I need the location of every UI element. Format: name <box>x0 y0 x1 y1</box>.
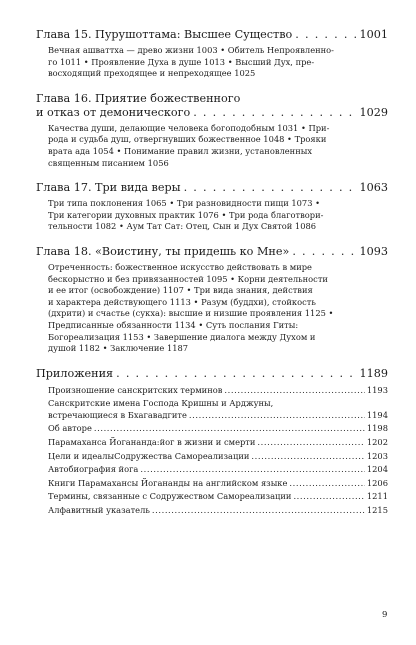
summary-line: и ее итог (освобождение) 1107 • Три вида знания, действия <box>48 285 313 296</box>
summary-line: бескорыстно и без привязанностей 1095 • Корни деятельности <box>48 273 328 284</box>
chapter-18-entry <box>36 245 388 355</box>
summary-line: тельности 1082 • Аум Тат Сат: Отец, Сын и Дух Святой 1086 <box>48 221 317 232</box>
list-item <box>48 464 388 476</box>
summary-line: Три типа поклонения 1065 • Три разновидности пищи 1073 • <box>48 198 321 209</box>
leader-dots <box>140 464 364 476</box>
chapter-17-entry <box>36 181 388 233</box>
summary-line: Отреченность: божественное искусство действовать в мире <box>48 261 312 272</box>
summary-line: Три категории духовных практик 1076 • Три рода благотвори- <box>48 209 324 220</box>
item-page: 1203 <box>366 450 388 461</box>
summary-line: Вечная ашваттха — древо жизни 1003 • Обитель Непроявленно- <box>48 45 334 55</box>
chapter-page: 1001 <box>359 28 388 41</box>
leader-dots <box>193 106 356 120</box>
chapter-title: Глава 17. Три вида веры <box>36 181 181 195</box>
item-page: 1202 <box>366 437 388 448</box>
chapter-title: Глава 15. Пурушоттама: Высшее Существо <box>36 28 293 41</box>
item-label: Произношение санскритских терминов <box>48 384 223 395</box>
item-label: Книги Парамахансы Йогананды на английском языке <box>48 477 288 488</box>
item-label-continued: встречающиеся в Бхагавадгите <box>48 409 187 420</box>
leader-dots <box>184 181 357 195</box>
table-of-contents <box>36 28 388 529</box>
leader-dots <box>289 478 364 490</box>
item-label: Цели и идеалыСодружества Самореализации <box>48 450 250 461</box>
leader-dots <box>152 505 365 517</box>
summary-line: священным писанием 1056 <box>48 157 169 168</box>
chapter-page: 1093 <box>359 244 388 258</box>
chapter-heading <box>36 181 388 195</box>
list-item <box>48 451 388 463</box>
list-item <box>48 423 388 435</box>
summary-line: рода и судьба душ, отвергнувших божественное 1048 • Трояки <box>48 134 327 145</box>
chapter-heading <box>36 28 388 42</box>
page-number: 9 <box>382 610 388 620</box>
appendix-page: 1189 <box>359 366 388 380</box>
item-label: Санскритские имена Господа Кришны и Арджуны, <box>48 398 274 409</box>
item-label: Парамаханса Йогананда:йог в жизни и смерти <box>48 437 256 448</box>
list-item <box>48 505 388 517</box>
leader-dots <box>94 423 365 435</box>
item-page: 1206 <box>366 477 388 488</box>
chapter-page: 1063 <box>359 181 388 195</box>
appendix-heading <box>36 367 388 381</box>
summary-line: Богореализация 1153 • Завершение диалога между Духом и <box>48 331 316 342</box>
item-page: 1194 <box>366 409 388 420</box>
chapter-heading <box>36 245 388 259</box>
chapter-page: 1029 <box>359 105 388 119</box>
item-page: 1211 <box>366 491 388 502</box>
item-page: 1198 <box>366 423 388 434</box>
leader-dots <box>292 245 356 259</box>
summary-line: душой 1182 • Заключение 1187 <box>48 343 189 354</box>
chapter-16-entry <box>36 92 388 169</box>
list-item <box>48 385 388 397</box>
leader-dots <box>224 385 364 397</box>
summary-line: восходящий преходящее и непреходящее 1025 <box>48 68 256 79</box>
list-item <box>48 437 388 449</box>
chapter-summary <box>48 45 388 80</box>
item-page: 1193 <box>366 384 388 395</box>
item-label: Термины, связанные с Содружеством Самореализации <box>48 491 292 502</box>
chapter-summary <box>48 123 388 169</box>
chapter-title: и отказ от демонического <box>36 105 191 119</box>
summary-line: (дхрити) и счастье (сукха): высшие и низшие проявления 1125 • <box>48 308 334 319</box>
chapter-title: Глава 18. «Воистину, ты придешь ко Мне» <box>36 244 290 258</box>
item-page: 1215 <box>366 505 388 516</box>
summary-line: врата ада 1054 • Понимание правил жизни, установленных <box>48 145 313 156</box>
summary-line: Качества души, делающие человека богоподобным 1031 • При- <box>48 122 330 133</box>
leader-dots <box>257 437 364 449</box>
list-item <box>48 478 388 490</box>
item-label: Об авторе <box>48 423 92 434</box>
chapter-title-line: Глава 16. Приятие божественного <box>36 91 241 105</box>
appendix-list <box>48 385 388 517</box>
leader-dots <box>293 491 364 503</box>
summary-line: го 1011 • Проявление Духа в душе 1013 • Высший Дух, пре- <box>48 56 315 67</box>
appendix-title: Приложения <box>36 366 114 380</box>
list-item <box>48 491 388 503</box>
leader-dots <box>295 28 356 42</box>
chapter-summary <box>48 198 388 233</box>
chapter-heading <box>36 106 388 120</box>
summary-line: и характера действующего 1113 • Разум (буддхи), стойкость <box>48 296 316 307</box>
leader-dots <box>189 410 365 422</box>
item-page: 1204 <box>366 464 388 475</box>
item-label: Алфавитный указатель <box>48 505 150 516</box>
summary-line: Предписанные обязанности 1134 • Суть послания Гиты: <box>48 319 299 330</box>
leader-dots <box>251 451 364 463</box>
appendix-entry <box>36 367 388 517</box>
item-label: Автобиография йога <box>48 464 139 475</box>
chapter-summary <box>48 262 388 355</box>
list-item <box>48 398 388 421</box>
leader-dots <box>116 367 356 381</box>
chapter-15-entry <box>36 28 388 80</box>
